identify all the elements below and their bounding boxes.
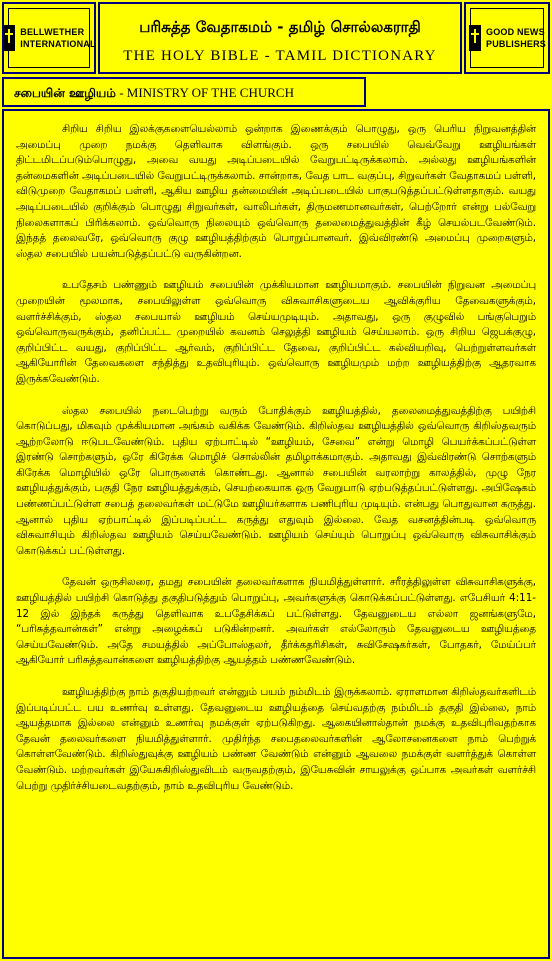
section-title-english: - MINISTRY OF THE CHURCH [115, 85, 294, 100]
section-title-tamil: சபையின் ஊழியம் [14, 86, 116, 100]
bible-book-icon [2, 23, 16, 53]
paragraph: ஊழியத்திற்கு நாம் தகுதியற்றவர் என்னும் பயம் நம்மிடம் இருக்கலாம். ஏராளமான கிறிஸ்தவர்களிடம் இப்படிப்பட்ட பய உணர்வு உள்ளது. தேவனுடைய ஊழியத்தை செய்வதற்கு நம்மிடம் தகுதி இல்லை, நாம் ஆயத்தமாக இல்லை என்னும் உணர்வு நமக்குள் ஏற்படுகிறது. ஆகையினால்தான் நமக்கு உதவிபுரிவதற்காக தேவன் தலைவர்களை நியமித்துள்ளார். முதிர்ந்த சபைதலைவர்களின் ஆலோசனைகளை நாம் பெற்றுக் கொள்ளவேண்டும். கிறிஸ்துவுக்கு ஊழியம் பண்ண வேண்டும் என்னும் ஆவலை நமக்குள் வளர்த்துக் கொள்ள வேண்டும். மற்றவர்கள் இயேசுகிறிஸ்துவிடம் வருவதற்கும், இயேசுவின் சாயலுக்கு ஒப்பாக அவர்கள் வளர்ச்சி பெற்று முதிர்ச்சியடைவதற்கும், நாம் உதவிபுரிய வேண்டும். [16, 686, 536, 792]
title-panel [98, 2, 462, 74]
title-tamil: பரிசுத்த வேதாகமம் - தமிழ் சொல்லகராதி [139, 18, 421, 36]
article-panel [2, 109, 550, 959]
left-logo-line1: BELLWETHER [20, 27, 85, 37]
title-english: THE HOLY BIBLE - TAMIL DICTIONARY [123, 48, 437, 64]
article-body [16, 122, 536, 810]
section-title [14, 85, 294, 102]
bellwether-logo-panel [2, 2, 96, 74]
paragraph: ஸ்தல சபையில் நடைபெற்று வரும் போதிக்கும் ஊழியத்தில், தலைமைத்துவத்திற்கு பயிற்சி கொடுப்பது, மிகவும் முக்கியமான அங்கம் வகிக்க வேண்டும். கிறிஸ்தவ ஊழியத்தில் ஒவ்வொரு கிறிஸ்தவரும் ஆற்றலோடு ஈடுபடவேண்டும். புதிய ஏற்பாட்டில் “ஊழியம், சேவை” என்று மொழி பெயர்க்கப்பட்டுள்ள இரண்டு சொற்களும், ஒரே கிரேக்க மொழிச் சொல்லின் தமிழாக்கமாகும். அதாவது இவ்விரண்டு சொற்களும் கிரேக்க மொழியில் ஒரே பொருளைக் கொண்டது. ஆனால் சபையின் வரலாற்று காலத்தில், முழு நேர ஊழியத்துக்கும், பகுதி நேர ஊழியத்துக்கும், செயற்கையாக ஒரு வேறுபாடு ஏற்படுத்தப்பட்டுள்ளது. அபிஷேகம் பண்ணப்பட்டுள்ள சபைத் தலைவர்கள் மட்டுமே ஊழியர்களாக பணிபுரிய முடியும். என்பது பொதுவான கருத்து. ஆனால் புதிய ஏற்பாட்டில் இப்படிப்பட்ட கருத்து எதுவும் இல்லை. வேத வசனத்தின்படி ஒவ்வொரு விசுவாசியும் கிறிஸ்தவ ஊழியம் செய்யவேண்டும். ஊழியம் செய்யும் பொறுப்பு ஒவ்வொரு விசுவாசிக்கும் கொடுக்கப் பட்டுள்ளது. [16, 404, 536, 557]
good-news-logo [470, 8, 547, 68]
bellwether-logo [8, 8, 96, 68]
section-heading-panel [2, 77, 366, 107]
left-logo-line2: INTERNATIONAL [20, 39, 96, 49]
paragraph: சிறிய சிறிய இலக்குகளையெல்லாம் ஒன்றாக இணைக்கும் பொழுது, ஒரு பெரிய நிறுவனத்தின் அமைப்பு முறை நமக்கு தெளிவாக விளங்கும். ஒரு சபையில் வெவ்வேறு ஊழியங்கள் திட்டமிடப்படும்பொழுது, அவை வயது அடிப்படையில் வேறுபட்டிருக்கலாம். அல்லது ஊழியங்களின் தன்மைகளின் அடிப்படையில் வேறுபட்டிருக்கலாம். சான்றாக, வேத பாட வகுப்பு, சிறுவர்கள் வேதாகமப் பள்ளி, விடுமுறை வேதாகமப் பள்ளி, ஆகிய ஊழிய தன்மையின் அடிப்படையில் பாகுபடுத்தப்பட்டுள்ளதாகும். வயது அடிப்படையில் குறிக்கும் பொழுது சிறுவர்கள், வாலிபர்கள், திருமணமானவர்கள், பெற்றோர் என்று பல்வேறு நிலைகளாகப் பிரிக்கலாம். ஒவ்வொரு நிலையும் ஒவ்வொரு தலைமைத்துவத்தின் கீழ் செயல்படவேண்டும். இந்தத் தலைவரே, ஒவ்வொரு குழு ஊழியத்திற்கும் பொறுப்பானவர். இவ்விரண்டு அமைப்பு முறைகளும், ஸ்தல சபையில் பயன்படுத்தப்பட்டு வருகின்றன. [16, 123, 536, 260]
right-logo-line1: GOOD NEWS [486, 27, 545, 37]
paragraph: தேவன் ஒருசிலரை, தமது சபையின் தலைவர்களாக நியமித்துள்ளார். சரீரத்திலுள்ள விசுவாசிகளுக்கு, ஊழியத்தில் பயிற்சி கொடுத்து தகுதிபடுத்தும் பொறுப்பு, அவர்களுக்கு கொடுக்கப்பட்டுள்ளது. எபேசியர் 4:11-12 இல் இந்தக் கருத்து தெளிவாக உபதேசிக்கப் பட்டுள்ளது. தேவனுடைய எல்லா ஜனங்களுமே, “பரிசுத்தவான்கள்” என்று அழைக்கப் படுகின்றனர். அவர்கள் எல்லோரும் தேவனுடைய ஊழியத்தை செய்யவேண்டும். அதே சமயத்தில் அப்போஸ்தலர், தீர்க்கதரிசிகள், சுவிசேஷகர்கள், போதகர், மேய்ப்பர் ஆகியோர் பரிசுத்தவான்களை ஊழியத்திற்கு ஆயத்தம் பண்ணவேண்டும். [16, 576, 536, 667]
good-news-logo-panel [464, 2, 550, 74]
bible-book-icon [468, 23, 482, 53]
right-logo-line2: PUBLISHERS [486, 39, 547, 49]
paragraph: உபதேசம் பண்ணும் ஊழியம் சபையின் முக்கியமான ஊழியமாகும். சபையின் நிறுவன அமைப்பு முறையின் மூலமாக, சபையிலுள்ள ஒவ்வொரு விசுவாசிகளுடைய ஆவிக்குரிய தேவைகளுக்கும், வளர்ச்சிக்கும், ஸ்தல சபையால் ஊழியம் செய்யமுடியும். அதாவது, ஒரு குழுவில் பங்குபெறும் ஒவ்வொருவருக்கும், தனிப்பட்ட முறையில் கவனம் செலுத்தி ஊழியம் செய்யலாம். ஒரு சிறிய ஜெபக்குழு, குறிப்பிட்ட வயது, குறிப்பிட்ட ஆர்வம், குறிப்பிட்ட தேவை, குறிப்பிட்ட கல்வியறிவு, பெற்றுள்ளவர்கள் ஆகியோரின் தேவைகளை சந்தித்து உதவிபுரியும். ஒவ்வொரு ஊழியமும் மற்ற ஊழியத்திற்கு ஆதரவாக இருக்கவேண்டும். [16, 279, 536, 385]
